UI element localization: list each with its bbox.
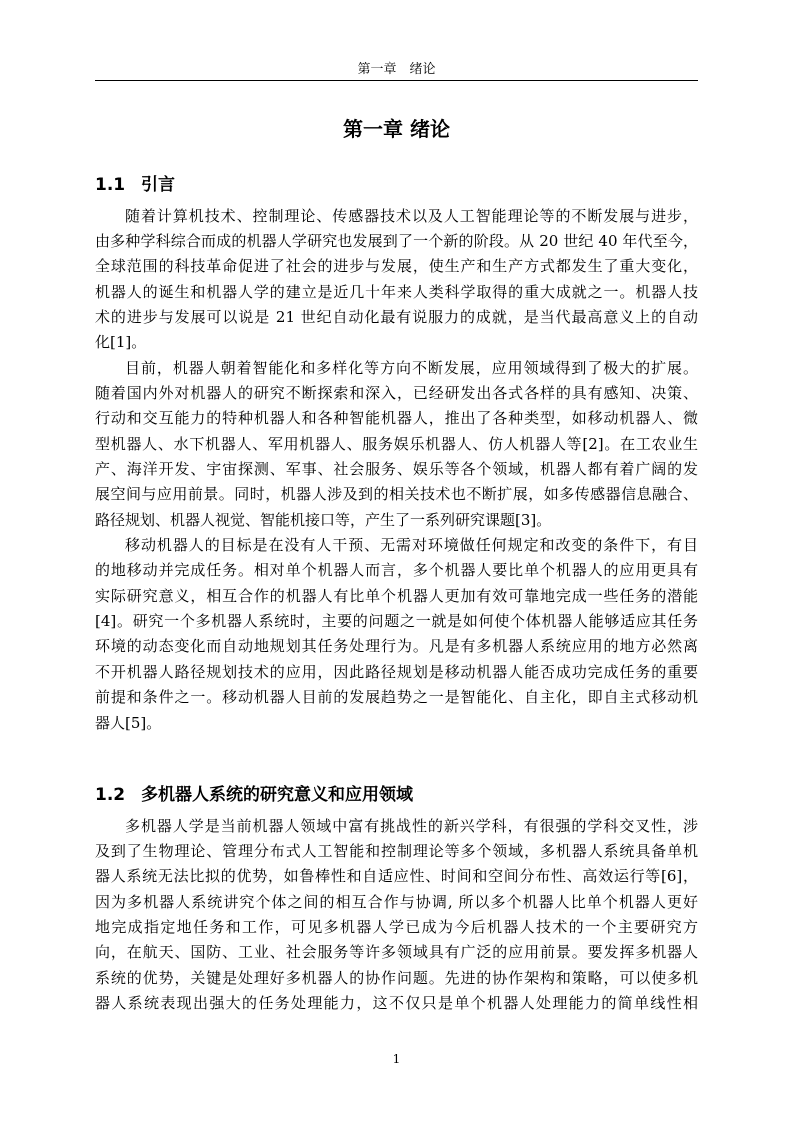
paragraph-line: 前提和条件之一。移动机器人目前的发展趋势之一是智能化、自主化，即自主式移动机 xyxy=(95,688,698,706)
paragraph-line: 路径规划、机器人视觉、智能机接口等，产生了一系列研究课题[3]。 xyxy=(95,511,552,529)
paragraph-line: 器人[5]。 xyxy=(95,714,162,732)
paragraph-line: 术的进步与发展可以说是 21 世纪自动化最有说服力的成就，是当代最高意义上的自动 xyxy=(95,308,698,326)
paragraph-line: 地完成指定地任务和工作，可见多机器人学已成为今后机器人技术的一个主要研究方 xyxy=(95,918,698,936)
paragraph-line: 环境的动态变化而自动地规划其任务处理行为。凡是有多机器人系统应用的地方必然离 xyxy=(95,637,698,655)
paragraph-line: 机器人的诞生和机器人学的建立是近几十年来人类科学取得的重大成就之一。机器人技 xyxy=(95,283,698,301)
section-heading-1-2 xyxy=(95,782,413,808)
paragraph-line: 器人系统表现出强大的任务处理能力，这不仅只是单个机器人处理能力的简单线性相 xyxy=(95,994,698,1012)
section-number: 1.1 xyxy=(95,175,126,195)
paragraph-line: 不开机器人路径规划技术的应用，因此路径规划是移动机器人能否成功完成任务的重要 xyxy=(95,663,698,681)
paragraph-line: 因为多机器人系统讲究个体之间的相互合作与协调, 所以多个机器人比单个机器人更好 xyxy=(95,893,698,911)
paragraph-line: 及到了生物理论、管理分布式人工智能和控制理论等多个领域，多机器人系统具备单机 xyxy=(95,842,698,860)
paragraph-line: 器人系统无法比拟的优势，如鲁棒性和自适应性、时间和空间分布性、高效运行等[6]， xyxy=(95,867,698,885)
running-header: 第一章 绪论 xyxy=(95,60,698,81)
paragraph-line: 展空间与应用前景。同时，机器人涉及到的相关技术也不断扩展，如多传感器信息融合、 xyxy=(95,485,698,503)
paragraph-line: 型机器人、水下机器人、军用机器人、服务娱乐机器人、仿人机器人等[2]。在工农业生 xyxy=(95,435,698,453)
paragraph-line: 的地移动并完成任务。相对单个机器人而言，多个机器人要比单个机器人的应用更具有 xyxy=(95,561,698,579)
paragraph-line: 全球范围的科技革命促进了社会的进步与发展，使生产和生产方式都发生了重大变化， xyxy=(95,257,698,275)
paragraph-line: 行动和交互能力的特种机器人和各种智能机器人，推出了各种类型，如移动机器人、微 xyxy=(95,409,698,427)
chapter-title: 第一章 绪论 xyxy=(343,117,450,141)
section-number: 1.2 xyxy=(95,785,126,805)
paragraph-line: 产、海洋开发、宇宙探测、军事、社会服务、娱乐等各个领域，机器人都有着广阔的发 xyxy=(95,460,698,478)
paragraph-line: 目前，机器人朝着智能化和多样化等方向不断发展，应用领域得到了极大的扩展。 xyxy=(125,359,698,377)
paragraph-line: 系统的优势，关键是处理好多机器人的协作问题。先进的协作架构和策略，可以使多机 xyxy=(95,969,698,987)
paragraph-line: 向，在航天、国防、工业、社会服务等许多领域具有广泛的应用前景。要发挥多机器人 xyxy=(95,943,698,961)
paragraph-line: 随着国内外对机器人的研究不断探索和深入，已经研发出各式各样的具有感知、决策、 xyxy=(95,384,698,402)
paragraph-line: 移动机器人的目标是在没有人干预、无需对环境做任何规定和改变的条件下，有目 xyxy=(125,536,698,554)
paragraph-line: 由多种学科综合而成的机器人学研究也发展到了一个新的阶段。从 20 世纪 40 年代至今， xyxy=(95,232,698,250)
page-number: 1 xyxy=(392,1052,401,1066)
section-heading-1-1 xyxy=(95,172,175,198)
paragraph-line: 实际研究意义，相互合作的机器人有比单个机器人更加有效可靠地完成一些任务的潜能 xyxy=(95,587,698,605)
paragraph-line: [4]。研究一个多机器人系统时，主要的问题之一就是如何使个体机器人能够适应其任务 xyxy=(95,612,698,630)
paragraph-line: 化[1]。 xyxy=(95,333,147,351)
section-title: 多机器人系统的研究意义和应用领域 xyxy=(141,785,413,805)
paragraph-line: 随着计算机技术、控制理论、传感器技术以及人工智能理论等的不断发展与进步， xyxy=(125,207,698,225)
paragraph-line: 多机器人学是当前机器人领域中富有挑战性的新兴学科，有很强的学科交叉性，涉 xyxy=(125,817,698,835)
section-title: 引言 xyxy=(141,175,175,195)
